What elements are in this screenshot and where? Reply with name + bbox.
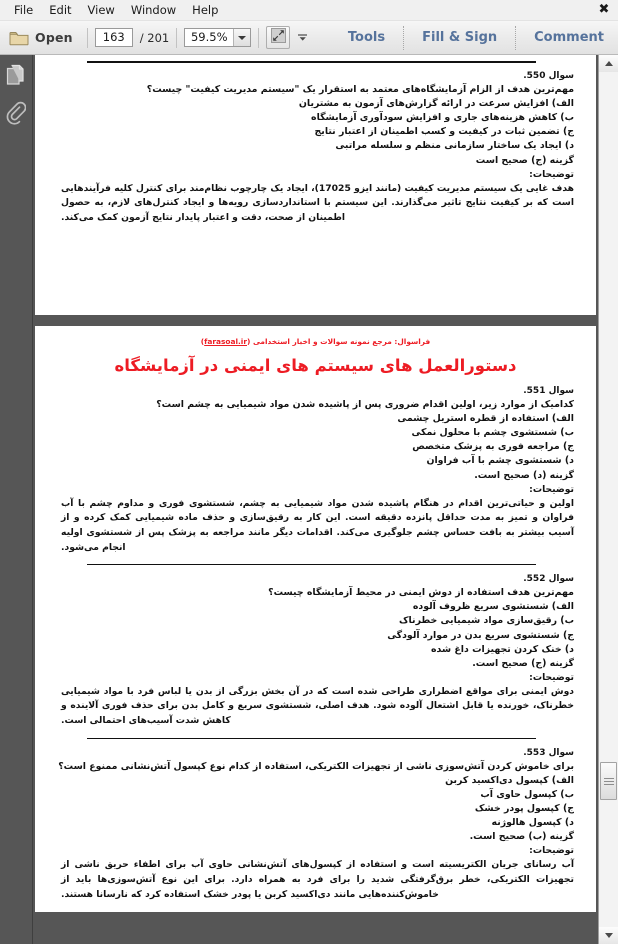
answer-option-a: الف) شستشوی سریع ظروف آلوده (412, 601, 574, 613)
chevron-down-icon (238, 36, 246, 40)
close-icon[interactable]: ✖ (598, 2, 610, 17)
correct-answer-line: گزینه (د) صحیح است. (474, 469, 574, 481)
scroll-up-button[interactable] (599, 55, 618, 72)
answer-option-b: ب) کپسول حاوی آب (480, 788, 574, 800)
question-number: سوال 553. (523, 747, 574, 758)
document-viewport[interactable] (33, 55, 598, 944)
fit-page-button[interactable] (266, 26, 290, 49)
overflow-chevron-icon (297, 33, 308, 42)
explanation-body: اولین و حیاتی‌ترین اقدام در هنگام پاشیده شدن مواد شیمیایی به چشم، شستشوی فوری و مداوم چشم با آب فراوان و تمیز به مدت حداقل پانزده دقیقه است. این کار به رقیق‌سازی و حذف ماده شیمیایی کمک کرده و از آسیب بیشتر به بافت حساس چشم جلوگیری می‌کند. اقدامات دیگر مانند مراجعه به پزشک پس از شستشوی اولیه انجام می‌شود. (61, 497, 574, 553)
document-section-title: دستورالعمل های سیستم های ایمنی در آزمایشگاه (114, 356, 517, 375)
menu-item-window[interactable]: Window (130, 2, 177, 17)
answer-option-c: ج) شستشوی سریع بدن در موارد آلودگی (387, 629, 574, 641)
scrollbar-thumb[interactable] (600, 762, 617, 800)
folder-icon (9, 30, 29, 46)
question-text: برای خاموش کردن آتش‌سوزی ناشی از تجهیزات الکتریکی، استفاده از کدام نوع کپسول آتش‌نشانی ممنوع است؟ (58, 760, 574, 772)
answer-option-c: ج) کپسول پودر خشک (474, 803, 574, 815)
answer-option-c: ج) تضمین ثبات در کیفیت و کسب اطمینان از اعتبار نتایج (314, 126, 574, 138)
question-text: مهم‌ترین هدف استفاده از دوش ایمنی در محیط آزمایشگاه چیست؟ (268, 587, 574, 599)
explanation-body: دوش ایمنی برای مواقع اضطراری طراحی شده است که در آن بخش بزرگی از بدن یا لباس فرد با مواد شیمیایی خطرناک، خورنده یا قابل اشتعال آلوده شود. هدف اصلی، شستشوی سریع و کامل بدن برای حذف فوری آلاینده و کاهش شدت آسیب‌های احتمالی است. (61, 685, 574, 727)
question-text: مهم‌ترین هدف از الزام آزمایشگاه‌های معتمد به استقرار یک "سیستم مدیریت کیفیت" چیست؟ (146, 84, 574, 96)
scroll-down-button[interactable] (599, 927, 618, 944)
attachments-button[interactable] (3, 102, 29, 128)
zoom-control[interactable] (184, 28, 251, 47)
correct-answer-line: گزینه (ج) صحیح است (475, 154, 574, 166)
scroll-down-arrow-icon (605, 933, 613, 938)
scrollbar-track[interactable] (599, 72, 618, 927)
menu-item-edit[interactable]: Edit (49, 2, 72, 17)
navigation-rail (0, 55, 33, 944)
pdf-page-163 (35, 55, 596, 315)
fit-page-icon (271, 28, 286, 47)
explanation-body: هدف غایی یک سیستم مدیریت کیفیت (مانند ایزو 17025)، ایجاد یک چارچوب نظام‌مند برای کنترل کلیه فرآیندهایی است که بر کیفیت نتایج تاثیر می‌گذارند. این سیستم با استانداردسازی رویه‌ها و ایجاد کنترل‌های لازم، به حصول اطمینان از صحت، دقت و اعتبار پایدار نتایج آزمون کمک می‌کند. (61, 182, 574, 223)
answer-option-b: ب) کاهش هزینه‌های جاری و افزایش سودآوری آزمایشگاه (311, 112, 574, 124)
question-number: سوال 550. (523, 71, 574, 81)
menu-item-file[interactable]: File (14, 2, 34, 17)
comment-task-button[interactable]: Comment (534, 30, 604, 45)
question-text: کدامیک از موارد زیر، اولین اقدام ضروری پس از پاشیده شدن مواد شیمیایی به چشم است؟ (156, 399, 574, 411)
explanation-label: توضیحات: (529, 168, 574, 180)
toolbar-divider-1 (87, 28, 88, 48)
site-link[interactable]: farasoal.ir (204, 337, 247, 346)
menu-bar (0, 0, 618, 21)
page-thumbnails-icon (6, 64, 26, 90)
answer-option-a: الف) کپسول دی‌اکسید کربن (445, 774, 574, 786)
task-buttons-group (340, 26, 614, 50)
answer-option-d: د) شستشوی چشم با آب فراوان (426, 455, 574, 467)
fill-and-sign-task-button[interactable]: Fill & Sign (422, 30, 498, 45)
task-divider-1 (403, 26, 404, 50)
section-rule (87, 564, 536, 565)
workspace (0, 55, 618, 944)
explanation-label: توضیحات: (529, 845, 574, 857)
page-total-label: / 201 (139, 30, 170, 45)
question-number: سوال 551. (523, 386, 574, 396)
toolbar-divider-3 (258, 28, 259, 48)
paperclip-attachments-icon (6, 101, 26, 129)
toolbar-overflow-button[interactable] (295, 28, 309, 48)
open-button[interactable] (4, 27, 80, 49)
site-watermark-text: فراسوال: مرجع نمونه سوالات و اخبار استخدامی (farasoal.ir) (200, 337, 431, 346)
tools-task-button[interactable]: Tools (347, 30, 386, 45)
scroll-up-arrow-icon (605, 61, 613, 66)
menu-item-view[interactable]: View (87, 2, 115, 17)
answer-option-d: د) کپسول هالوژنه (491, 817, 574, 829)
site-watermark-header (57, 337, 574, 346)
pdf-page-164 (35, 326, 596, 912)
answer-option-d: د) خنک کردن تجهیزات داغ شده (430, 643, 574, 655)
correct-answer-line: گزینه (ب) صحیح است. (469, 831, 574, 843)
vertical-scrollbar[interactable] (598, 55, 618, 944)
page-thumbnails-button[interactable] (3, 64, 29, 90)
explanation-label: توضیحات: (529, 671, 574, 683)
section-rule (87, 61, 536, 63)
page-navigation-group (95, 28, 169, 47)
toolbar-divider-2 (176, 28, 177, 48)
answer-option-a: الف) افزایش سرعت در ارائه گزارش‌های آزمون به مشتریان (298, 98, 574, 110)
page-stack (33, 55, 598, 912)
question-number: سوال 552. (523, 574, 574, 585)
answer-option-d: د) ایجاد یک ساختار سازمانی منظم و سلسله مراتبی (335, 140, 574, 152)
correct-answer-line: گزینه (ج) صحیح است. (472, 657, 574, 669)
answer-option-a: الف) استفاده از قطره استریل چشمی (397, 413, 574, 425)
main-toolbar (0, 21, 618, 55)
zoom-level-input[interactable]: 59.5% (185, 29, 233, 46)
page-number-input[interactable]: 163 (95, 28, 133, 47)
answer-option-b: ب) شستشوی چشم با محلول نمکی (411, 427, 574, 439)
scroll-thumb-grip (604, 776, 614, 787)
open-button-label: Open (35, 30, 73, 45)
answer-option-b: ب) رقیق‌سازی مواد شیمیایی خطرناک (398, 615, 574, 627)
answer-option-c: ج) مراجعه فوری به پزشک متخصص (412, 441, 574, 453)
explanation-body: آب رسانای جریان الکتریسیته است و استفاده از کپسول‌های آتش‌نشانی حاوی آب برای اطفاء حریق ناشی از تجهیزات الکتریکی، خطر برق‌گرفتگی شدید را برای فرد به همراه دارد. برای این نوع آتش‌سوزی‌ها باید از خاموش‌کننده‌هایی مانند دی‌اکسید کربن یا پودر خشک استفاده کرد که نارسانا هستند. (61, 859, 574, 900)
explanation-label: توضیحات: (529, 483, 574, 495)
section-rule (87, 738, 536, 739)
zoom-dropdown-button[interactable] (233, 29, 250, 46)
menu-item-help[interactable]: Help (192, 2, 219, 17)
task-divider-2 (515, 26, 516, 50)
